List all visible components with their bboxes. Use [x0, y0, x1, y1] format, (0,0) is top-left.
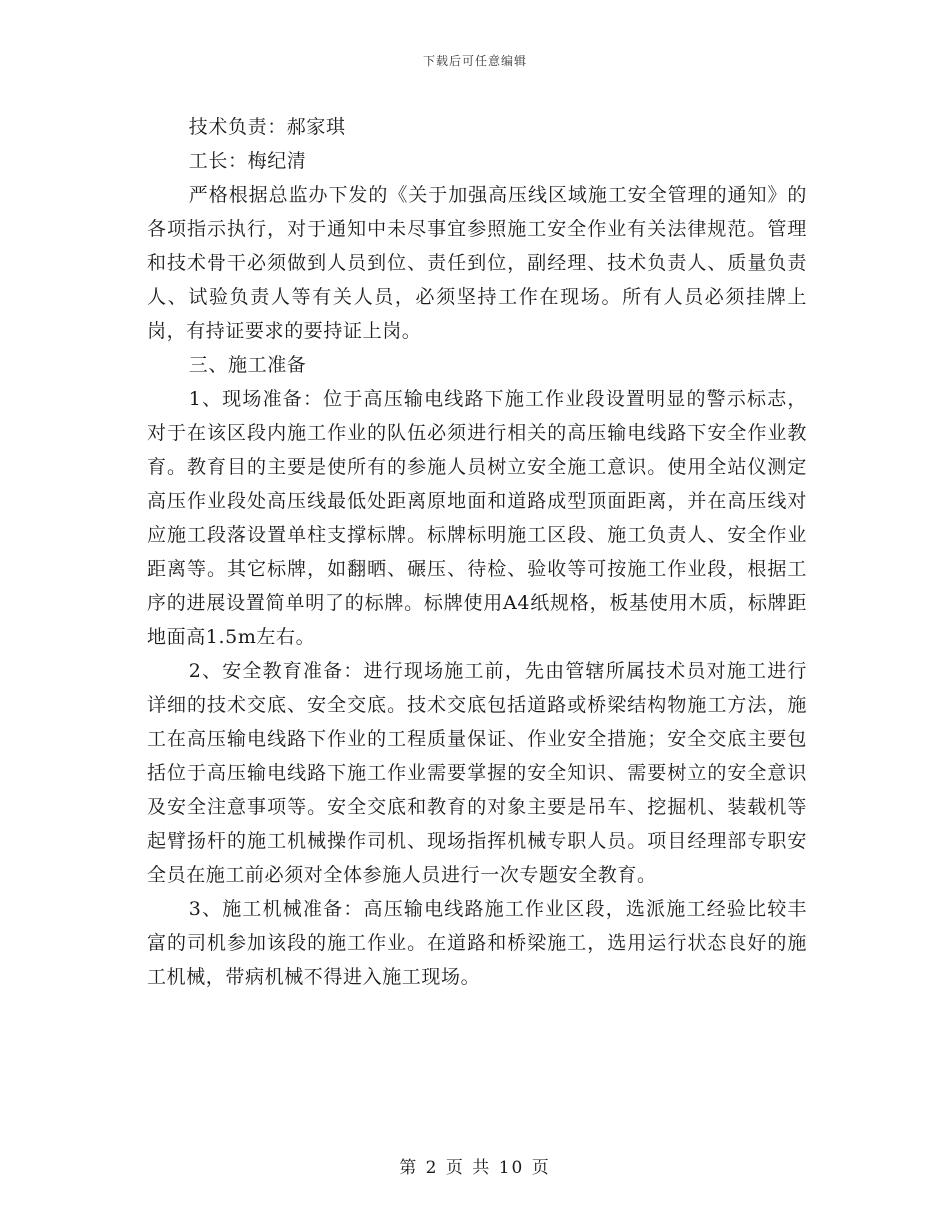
- page-header: 下载后可任意编辑: [422, 54, 527, 68]
- site-preparation-paragraph: 1、现场准备：位于高压输电线路下施工作业段设置明显的警示标志，对于在该区段内施工作业的队伍必须进行相关的高压输电线路下安全作业教育。教育目的主要是使所有的参施人员树立安全施工意识。使用全站仪测定高压作业段处高压线最低处距离原地面和道路成型顶面距离，并在高压线对应施工段落设置单柱支撑标牌。标牌标明施工区段、施工负责人、安全作业距离等。其它标牌，如翻晒、碾压、待检、验收等可按施工作业段，根据工序的进展设置简单明了的标牌。标牌使用A4纸规格，板基使用木质，标牌距地面高1.5m左右。: [147, 388, 807, 648]
- safety-education-paragraph: 2、安全教育准备：进行现场施工前，先由管辖所属技术员对施工进行详细的技术交底、安全交底。技术交底包括道路或桥梁结构物施工方法，施工在高压输电线路下作业的工程质量保证、作业安全措施；安全交底主要包括位于高压输电线路下施工作业需要掌握的安全知识、需要树立的安全意识及安全注意事项等。安全交底和教育的对象主要是吊车、挖掘机、装载机等起臂扬杆的施工机械操作司机、现场指挥机械专职人员。项目经理部专职安全员在施工前必须对全体参施人员进行一次专题安全教育。: [147, 660, 807, 886]
- machinery-preparation-paragraph: 3、施工机械准备：高压输电线路施工作业区段，选派施工经验比较丰富的司机参加该段的施工作业。在道路和桥梁施工，选用运行状态良好的施工机械，带病机械不得进入施工现场。: [147, 898, 807, 988]
- document-body: [147, 110, 807, 994]
- tech-lead-line: 技术负责：郝家琪: [188, 116, 346, 138]
- section-heading: 三、施工准备: [188, 354, 307, 376]
- page-number-footer: 第 2 页 共 10 页: [399, 1158, 551, 1178]
- foreman-line: 工长：梅纪清: [188, 150, 307, 172]
- management-paragraph: 严格根据总监办下发的《关于加强高压线区域施工安全管理的通知》的各项指示执行，对于通知中未尽事宜参照施工安全作业有关法律规范。管理和技术骨干必须做到人员到位、责任到位，副经理、技术负责人、质量负责人、试验负责人等有关人员，必须坚持工作在现场。所有人员必须挂牌上岗，有持证要求的要持证上岗。: [147, 184, 807, 342]
